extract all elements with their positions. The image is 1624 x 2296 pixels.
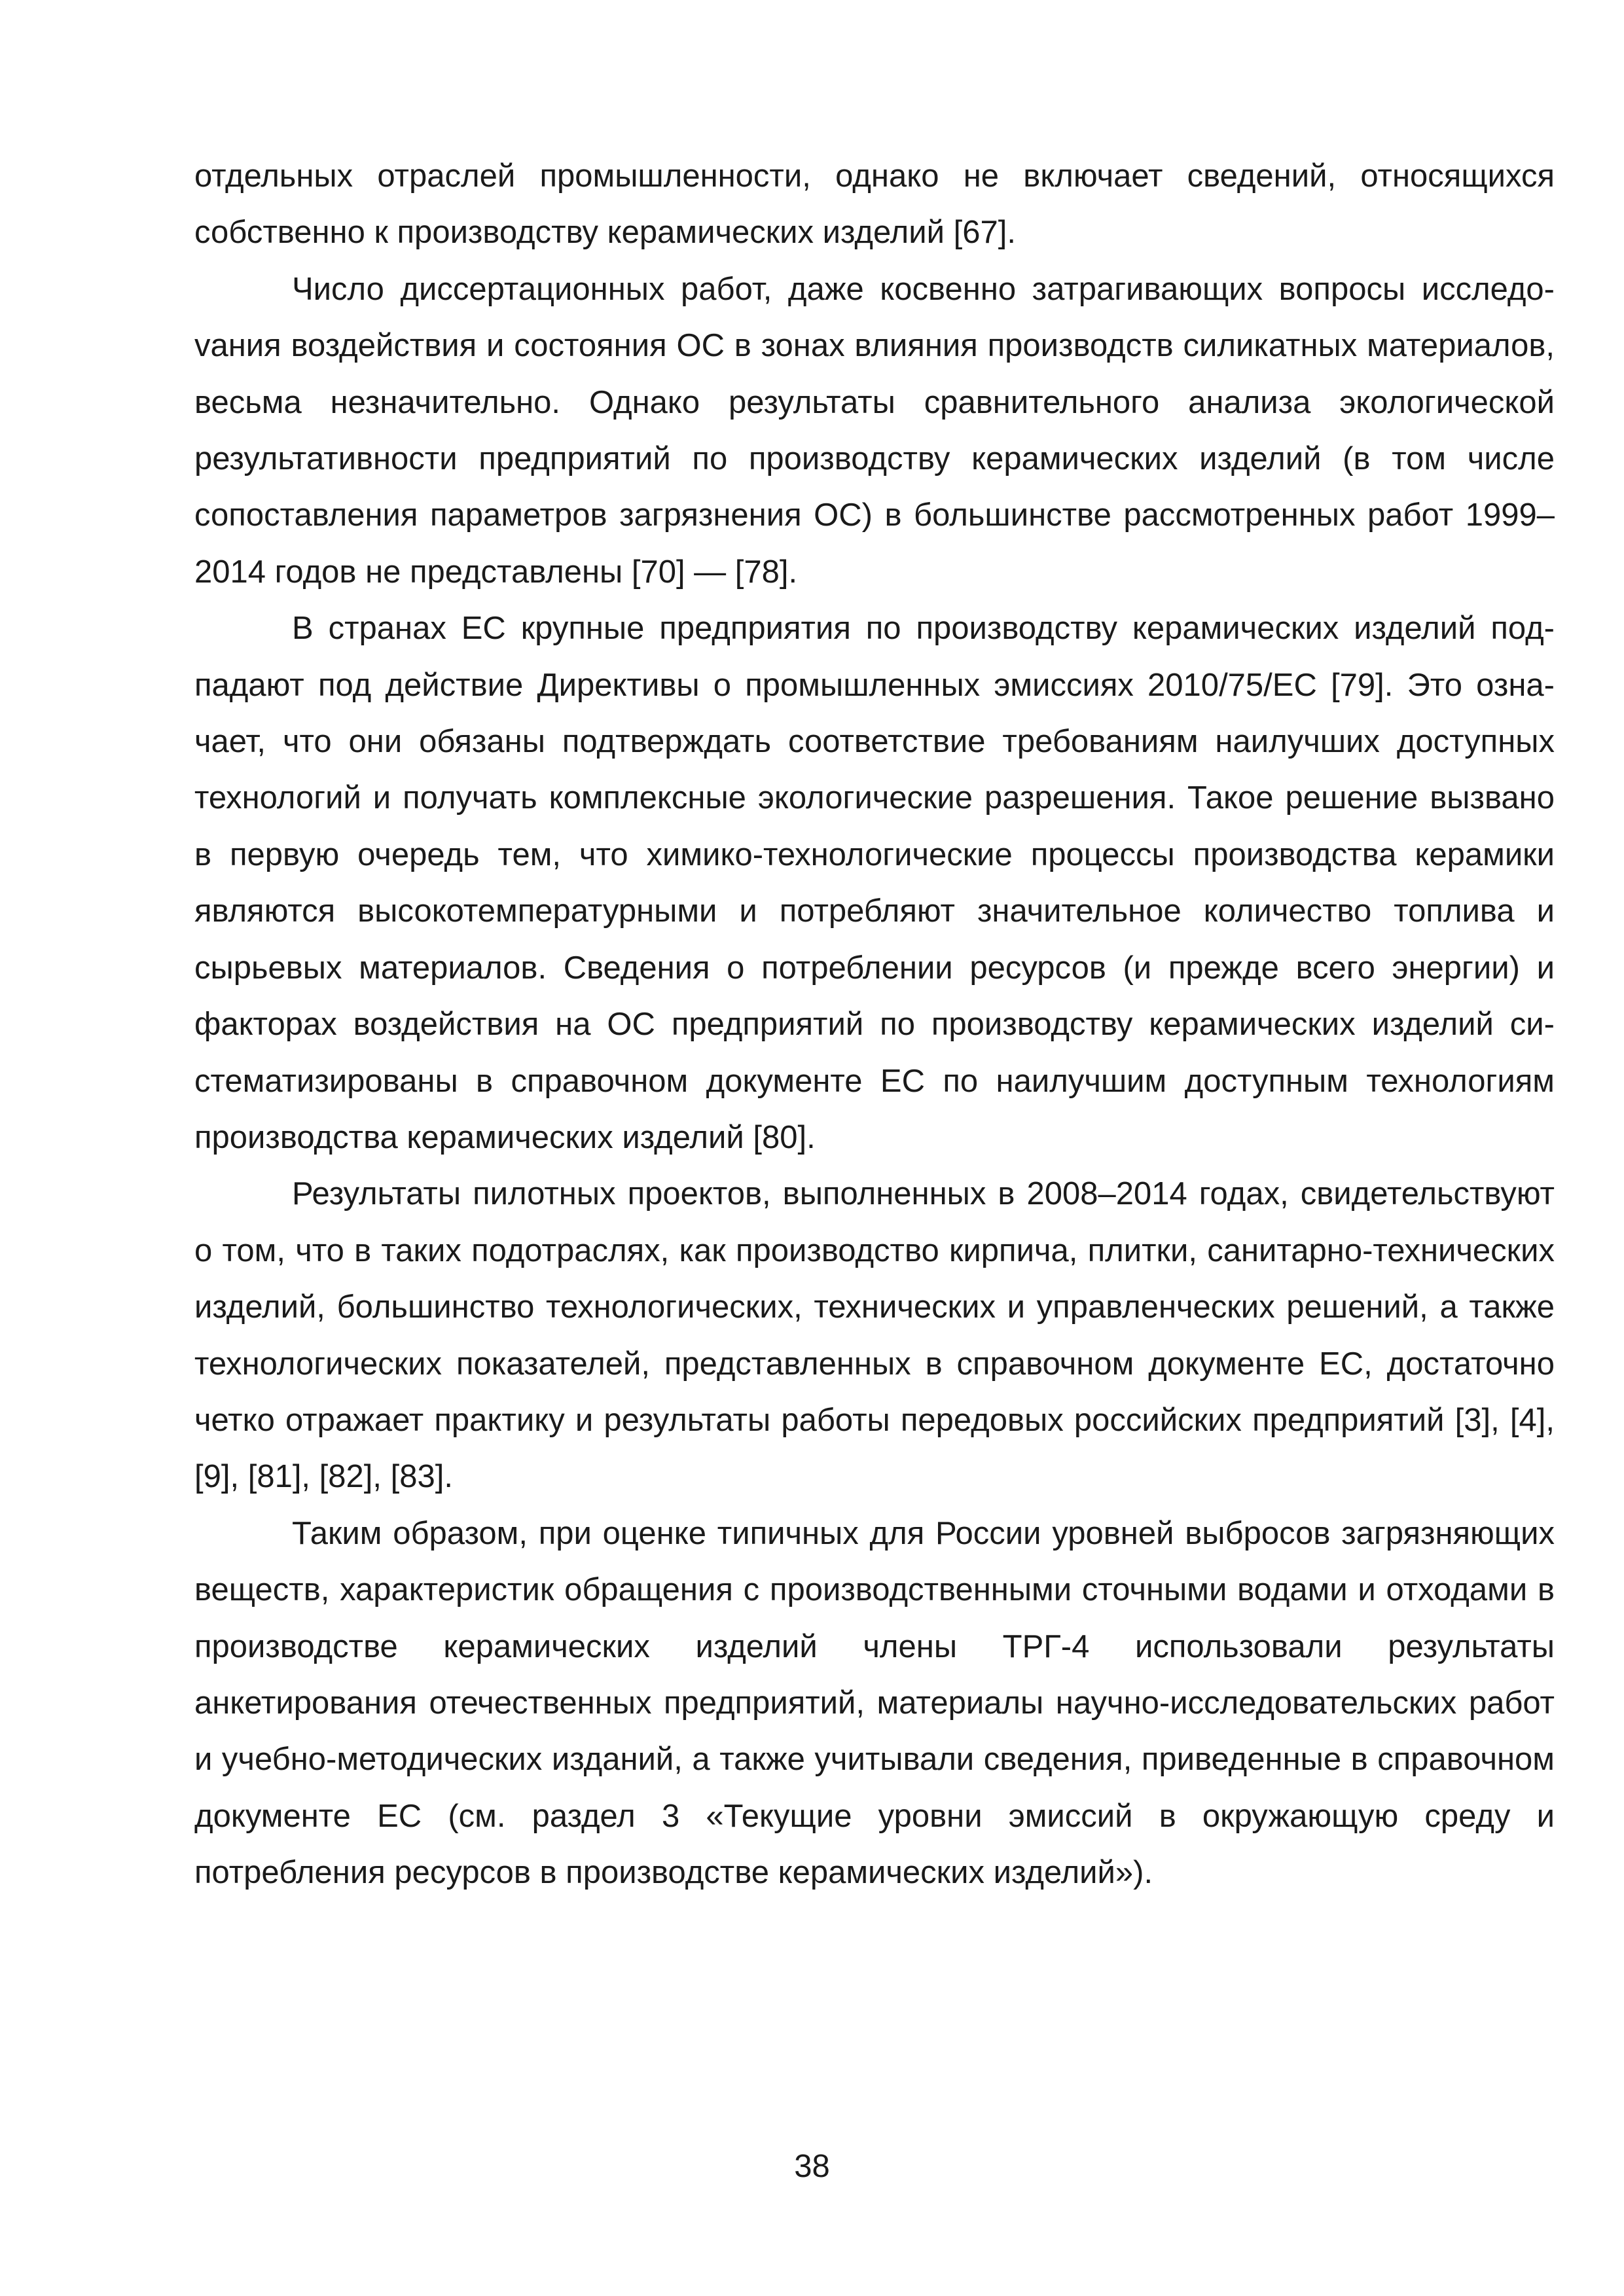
- page-number: 38: [794, 2149, 830, 2184]
- body-text: [194, 148, 1555, 1901]
- paragraph-dissertations: Число диссертационных работ, даже косвенно затрагивающих вопросы исследоvания воздействия и состояния ОС в зонах влияния производств силикатных материалов, весьма незначительно. Однако результаты сравнительного анализа экологической результативности предприятий по производству керамических изделий (в том числе сопоставления параметров загрязнения ОС) в большинстве рассмотренных работ 1999–2014 годов не представлены [70] — [78].: [194, 271, 1555, 590]
- paragraph-eu-enterprises: В странах ЕС крупные предприятия по производству керамических изделий подпадают под действие Директивы о промышленных эмиссиях 2010/75/ЕС [79]. Это означает, что они обязаны подтверждать соответствие требованиям наилучших доступных технологий и получать комплексные экологические разрешения. Такое решение вызвано в первую очередь тем, что химико-технологические процессы производства керамики являются высокотемпературными и потребляют значительное количество топлива и сырьевых материалов. Сведения о потреблении ресурсов (и прежде всего энергии) и факторах воздействия на ОС предприятий по производству керамических изделий систематизированы в справочном документе ЕС по наилучшим доступным технологиям производства керамических изделий [80].: [194, 611, 1555, 1155]
- paragraph-continuation: отдельных отраслей промышленности, однако не включает сведений, относящихся собственно к производству керамических изделий [67].: [194, 158, 1555, 251]
- paragraph-conclusion: Таким образом, при оценке типичных для России уровней выбросов загрязняющих веществ, характеристик обращения с производственными сточными водами и отходами в производстве керамических изделий члены ТРГ-4 использовали результаты анкетирования отечественных предприятий, материалы научно-исследовательских работ и учебно-методических изданий, а также учитывали сведения, приведенные в справочном документе ЕС (см. раздел 3 «Текущие уровни эмиссий в окружающую среду и потребления ресурсов в производстве керамических изделий»).: [194, 1515, 1555, 1891]
- paragraph-pilot-projects: Результаты пилотных проектов, выполненных в 2008–2014 годах, свидетельствуют о том, что в таких подотраслях, как производство кирпича, плитки, санитарно-технических изделий, большинство технологических, технических и управленческих решений, а также технологических показателей, представленных в справочном документе ЕС, достаточно четко отражает практику и результаты работы передовых российских предприятий [3], [4], [9], [81], [82], [83].: [194, 1176, 1555, 1495]
